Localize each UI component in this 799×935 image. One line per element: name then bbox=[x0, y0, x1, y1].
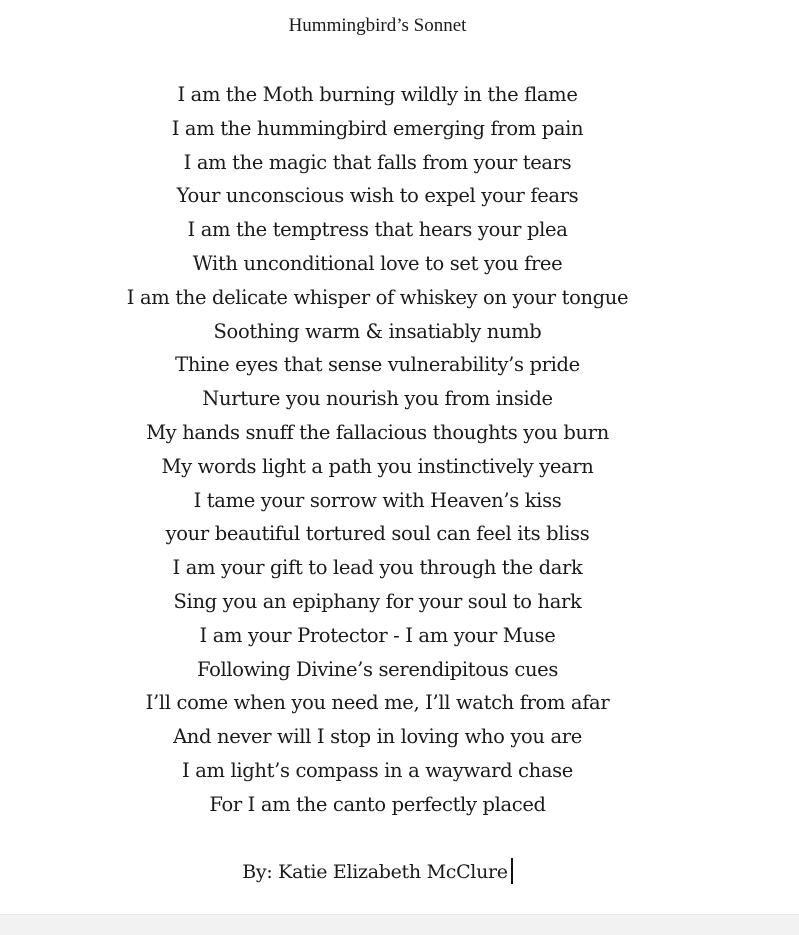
poem-line: I am the magic that falls from your tears bbox=[183, 150, 572, 174]
text-cursor bbox=[511, 858, 513, 884]
poem-line: Thine eyes that sense vulnerability’s pride bbox=[175, 353, 580, 377]
poem-line: I am the hummingbird emerging from pain bbox=[171, 116, 584, 140]
poem-line: I am your gift to lead you through the dark bbox=[172, 556, 583, 580]
poem-line: I tame your sorrow with Heaven’s kiss bbox=[193, 488, 562, 512]
poem-line: I’ll come when you need me, I’ll watch from afar bbox=[145, 691, 610, 715]
poem-line: I am light’s compass in a wayward chase bbox=[182, 758, 573, 782]
poem-line: With unconditional love to set you free bbox=[192, 251, 563, 275]
poem-line: I am the Moth burning wildly in the flame bbox=[177, 83, 578, 106]
poem-line: And never will I stop in loving who you are bbox=[173, 725, 582, 749]
poem-line: My words light a path you instinctively yearn bbox=[161, 454, 594, 478]
author-byline[interactable] bbox=[0, 857, 755, 887]
poem-line: Soothing warm & insatiably numb bbox=[213, 319, 542, 343]
page-bottom-edge bbox=[0, 914, 799, 935]
poem-line: your beautiful tortured soul can feel its bliss bbox=[165, 522, 590, 546]
poem-line: I am your Protector - I am your Muse bbox=[199, 623, 556, 647]
byline-text: By: Katie Elizabeth McClure bbox=[242, 861, 508, 883]
poem-line: I am the delicate whisper of whiskey on your tongue bbox=[126, 285, 629, 309]
poem-line: I am the temptress that hears your plea bbox=[187, 218, 568, 242]
poem-line: My hands snuff the fallacious thoughts you burn bbox=[146, 420, 609, 444]
poem-line: Nurture you nourish you from inside bbox=[202, 387, 553, 411]
poem-line: Following Divine’s serendipitous cues bbox=[196, 657, 559, 681]
poem-line: For I am the canto perfectly placed bbox=[209, 792, 546, 816]
poem-title: Hummingbird’s Sonnet bbox=[288, 15, 467, 36]
poem-body bbox=[0, 78, 755, 822]
poem-line: Your unconscious wish to expel your fears bbox=[176, 184, 579, 208]
poem-line: Sing you an epiphany for your soul to hark bbox=[173, 589, 582, 613]
